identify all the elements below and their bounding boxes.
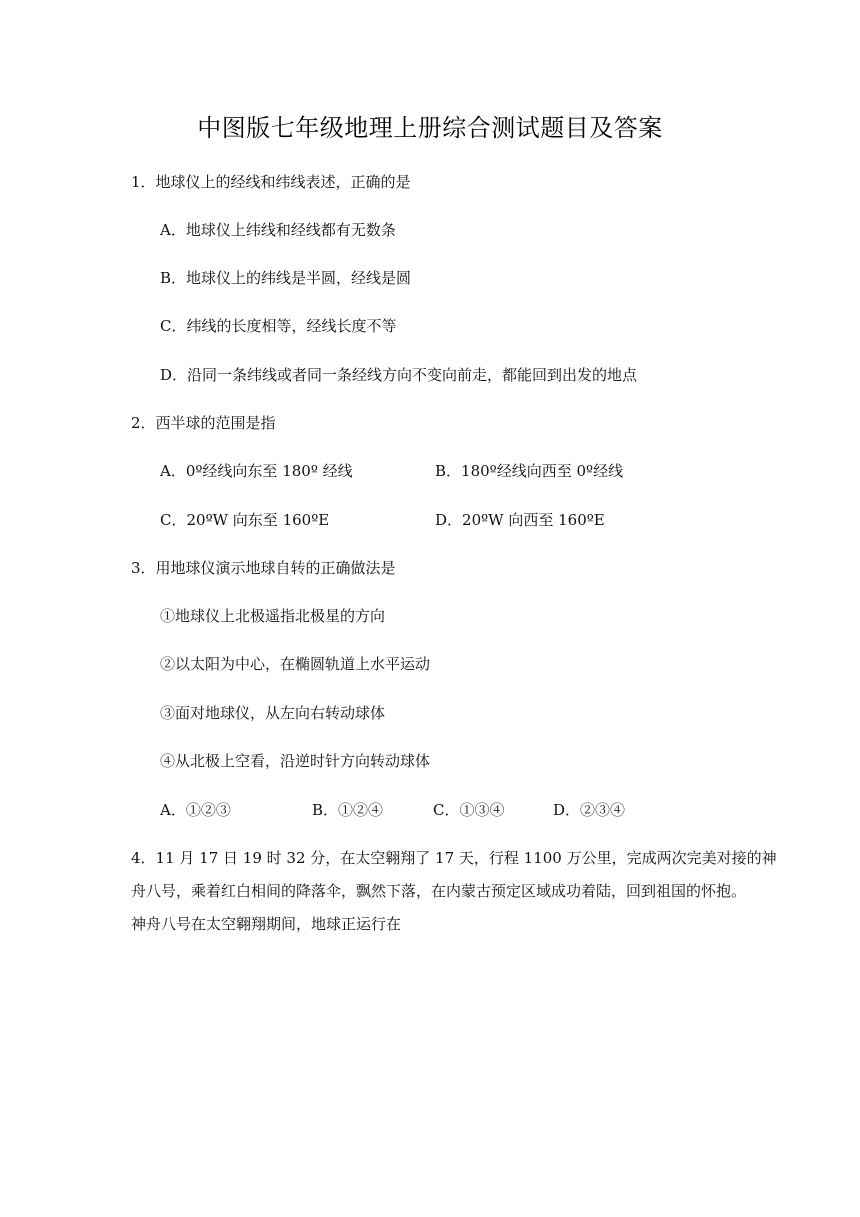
question-2-option-d: D．20ºW 向西至 160ºE (435, 511, 605, 529)
page-title: 中图版七年级地理上册综合测试题目及答案 (197, 114, 663, 142)
question-3-option-b: B．①②④ (312, 801, 384, 819)
question-2-option-c: C．20ºW 向东至 160ºE (160, 511, 330, 529)
question-4-stem-line-1: 4．11 月 17 日 19 时 32 分，在太空翱翔了 17 天，行程 1100 万公里，完成两次完美对接的神 (131, 849, 777, 867)
question-1-option-b: B．地球仪上的纬线是半圆，经线是圆 (160, 269, 412, 287)
question-3-stem: 3．用地球仪演示地球自转的正确做法是 (131, 559, 396, 577)
question-4-stem-line-3: 神舟八号在太空翱翔期间，地球正运行在 (131, 915, 402, 933)
question-3-statement-1: ①地球仪上北极遥指北极星的方向 (160, 607, 386, 625)
question-2-option-b: B．180º经线向西至 0º经线 (435, 462, 624, 480)
question-3-statement-2: ②以太阳为中心，在椭圆轨道上水平运动 (160, 655, 431, 673)
question-3-statement-4: ④从北极上空看，沿逆时针方向转动球体 (160, 752, 431, 770)
question-3-option-d: D．②③④ (553, 801, 626, 819)
question-1-stem: 1．地球仪上的经线和纬线表述，正确的是 (131, 173, 411, 191)
question-1-option-d: D．沿同一条纬线或者同一条经线方向不变向前走，都能回到出发的地点 (160, 366, 638, 384)
question-4-stem-line-2: 舟八号，乘着红白相间的降落伞，飘然下落，在内蒙古预定区域成功着陆，回到祖国的怀抱。 (131, 882, 747, 900)
question-3-option-c: C．①③④ (433, 801, 505, 819)
question-3-statement-3: ③面对地球仪，从左向右转动球体 (160, 704, 386, 722)
question-1-option-a: A．地球仪上纬线和经线都有无数条 (160, 221, 396, 239)
question-3-option-a: A．①②③ (160, 801, 231, 819)
question-1-option-c: C．纬线的长度相等，经线长度不等 (160, 317, 397, 335)
question-2-option-a: A．0º经线向东至 180º 经线 (160, 462, 353, 480)
question-2-stem: 2．西半球的范围是指 (131, 414, 276, 432)
